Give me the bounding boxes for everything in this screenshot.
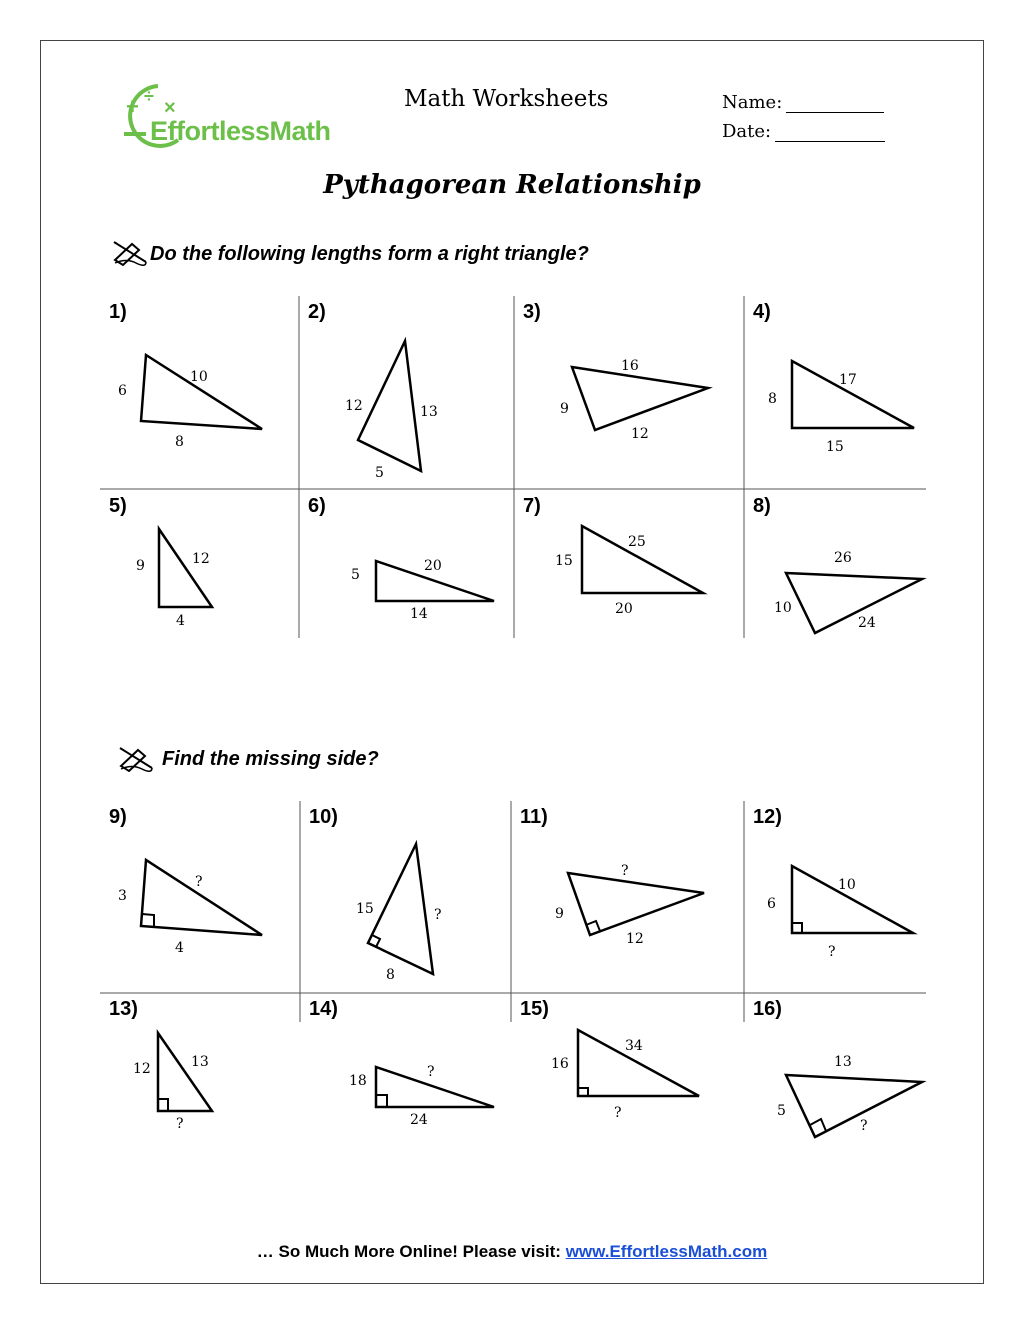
side-label: 9 [555, 906, 564, 922]
side-label: 15 [826, 439, 844, 455]
footer [0, 1242, 1024, 1262]
side-label: 8 [386, 967, 395, 983]
side-label: 5 [375, 465, 384, 481]
problem-number: 14) [309, 998, 338, 1020]
side-label: 24 [410, 1112, 428, 1128]
problem-number: 8) [753, 495, 771, 517]
triangle-2 [358, 341, 421, 471]
name-field: Name: [722, 92, 884, 113]
side-label: 5 [351, 567, 360, 583]
problem-number: 4) [753, 301, 771, 323]
side-label: 9 [136, 558, 145, 574]
problem-number: 7) [523, 495, 541, 517]
side-label: 4 [175, 940, 184, 956]
side-label: ? [195, 874, 203, 890]
side-label: ? [434, 907, 442, 923]
side-label: ? [828, 944, 836, 960]
side-label: 6 [767, 896, 776, 912]
side-label: 8 [768, 391, 777, 407]
header-title: Math Worksheets [404, 86, 609, 112]
side-label: 16 [551, 1056, 569, 1072]
side-label: 12 [192, 551, 210, 567]
side-label: 18 [349, 1073, 367, 1089]
side-label: 5 [777, 1103, 786, 1119]
triangle-11 [568, 873, 704, 935]
problem-number: 2) [308, 301, 326, 323]
problem-number: 16) [753, 998, 782, 1020]
side-label: 8 [175, 434, 184, 450]
side-label: 24 [858, 615, 876, 631]
problem-number: 12) [753, 806, 782, 828]
right-angle-marker [158, 1099, 168, 1111]
side-label: ? [621, 863, 629, 879]
triangle-1 [141, 355, 262, 429]
side-label: 26 [834, 550, 852, 566]
side-label: 14 [410, 606, 428, 622]
problem-number: 13) [109, 998, 138, 1020]
side-label: 15 [555, 553, 573, 569]
side-label: 12 [345, 398, 363, 414]
problem-number: 15) [520, 998, 549, 1020]
side-label: 34 [625, 1038, 643, 1054]
triangle-5 [159, 529, 212, 607]
svg-text:÷: ÷ [144, 86, 154, 106]
worksheet-title: Pythagorean Relationship [323, 170, 701, 200]
problem-number: 1) [109, 301, 127, 323]
side-label: ? [860, 1118, 868, 1134]
problem-number: 3) [523, 301, 541, 323]
side-label: 16 [621, 358, 639, 374]
side-label: ? [614, 1105, 622, 1121]
side-label: 10 [774, 600, 792, 616]
triangle-3 [572, 367, 708, 430]
problem-number: 9) [109, 806, 127, 828]
side-label: 13 [420, 404, 438, 420]
side-label: 12 [133, 1061, 151, 1077]
side-label: 4 [176, 613, 185, 629]
right-angle-marker [792, 923, 802, 933]
problem-number: 5) [109, 495, 127, 517]
side-label: 20 [615, 601, 633, 617]
problem-number: 11) [520, 806, 548, 828]
side-label: 12 [626, 931, 644, 947]
problem-number: 6) [308, 495, 326, 517]
side-label: 10 [190, 369, 208, 385]
right-angle-marker [376, 1095, 387, 1107]
triangle-8 [786, 573, 922, 633]
side-label: 15 [356, 901, 374, 917]
instruction-2: Find the missing side? [162, 748, 379, 770]
side-label: 25 [628, 534, 646, 550]
footer-link[interactable]: www.EffortlessMath.com [565, 1242, 768, 1261]
side-label: ? [176, 1116, 184, 1132]
side-label: 9 [560, 401, 569, 417]
footer-text: … So Much More Online! Please visit: [256, 1242, 566, 1261]
triangle-9 [141, 860, 262, 935]
instruction-1: Do the following lengths form a right triangle? [150, 243, 589, 265]
side-label: 20 [424, 558, 442, 574]
triangle-16 [786, 1075, 922, 1137]
side-label: 3 [118, 888, 127, 904]
svg-text:×: × [164, 97, 176, 119]
side-label: 13 [191, 1054, 209, 1070]
side-label: 10 [838, 877, 856, 893]
triangle-14 [376, 1067, 494, 1107]
problem-number: 10) [309, 806, 338, 828]
date-field: Date: [722, 121, 885, 142]
side-label: 17 [839, 372, 857, 388]
brand-name: EffortlessMath [150, 116, 331, 146]
side-label: ? [427, 1064, 435, 1080]
side-label: 12 [631, 426, 649, 442]
triangle-10 [368, 844, 433, 974]
side-label: 6 [118, 383, 127, 399]
svg-text:+: + [126, 94, 139, 119]
side-label: 13 [834, 1054, 852, 1070]
